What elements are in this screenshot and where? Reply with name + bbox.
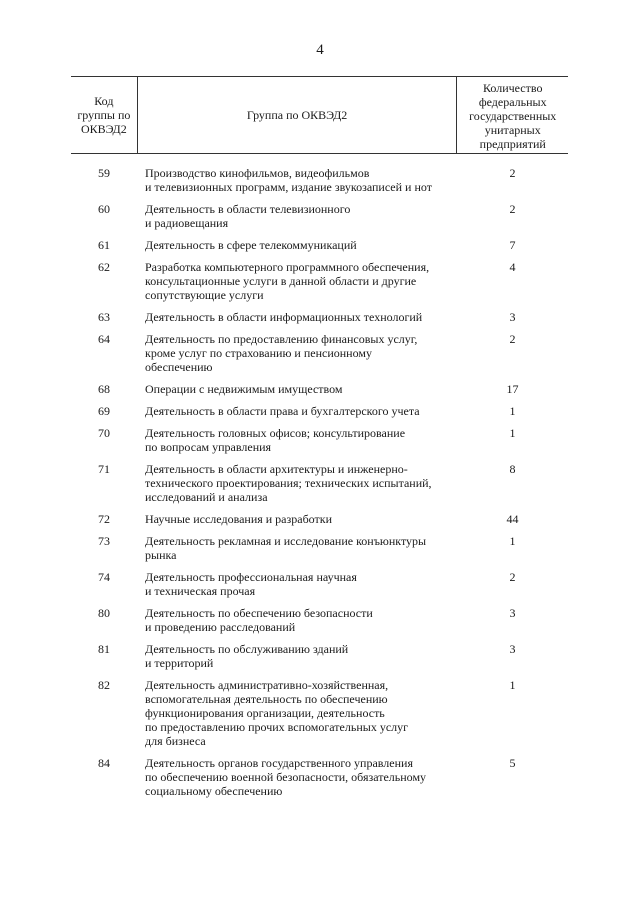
table-row — [71, 332, 568, 374]
row-count: 2 — [509, 332, 516, 346]
table-row — [71, 678, 568, 748]
table-row — [71, 382, 568, 396]
row-code: 84 — [98, 756, 110, 770]
header-code: Код группы по ОКВЭД2 — [71, 77, 138, 153]
row-name: Деятельность по предоставлению финансовых услуг, кроме услуг по страхованию и пенсионному обеспечению — [145, 332, 418, 374]
table-header — [71, 76, 568, 154]
row-count: 3 — [509, 310, 516, 324]
row-name: Деятельность в области телевизионного и радиовещания — [145, 202, 351, 230]
table-row — [71, 404, 568, 418]
table-row — [71, 642, 568, 670]
row-count: 1 — [509, 404, 516, 418]
row-code: 73 — [98, 534, 110, 548]
table-row — [71, 606, 568, 634]
row-count: 44 — [506, 512, 519, 526]
table-row — [71, 202, 568, 230]
row-name: Деятельность по обеспечению безопасности и проведению расследований — [145, 606, 373, 634]
row-count: 7 — [509, 238, 516, 252]
header-group: Группа по ОКВЭД2 — [138, 77, 458, 153]
row-code: 64 — [98, 332, 110, 346]
row-name: Деятельность головных офисов; консультирование по вопросам управления — [145, 426, 406, 454]
row-count: 3 — [509, 642, 516, 656]
row-count: 2 — [509, 166, 516, 180]
row-name: Деятельность в области права и бухгалтерского учета — [145, 404, 420, 418]
table-body — [71, 154, 568, 798]
row-count: 17 — [506, 382, 519, 396]
row-name: Производство кинофильмов, видеофильмов и телевизионных программ, издание звукозаписей и нот — [145, 166, 432, 194]
header-count: Количество федеральных государственных унитарных предприятий — [469, 81, 557, 151]
row-name: Деятельность в области архитектуры и инженерно- технического проектирования; технических испытаний, исследований и анализа — [145, 462, 432, 504]
row-code: 63 — [98, 310, 110, 324]
row-code: 69 — [98, 404, 110, 418]
row-code: 81 — [98, 642, 110, 656]
row-name: Деятельность рекламная и исследование конъюнктуры рынка — [145, 534, 427, 562]
row-code: 59 — [98, 166, 110, 180]
table-row — [71, 166, 568, 194]
row-count: 2 — [509, 570, 516, 584]
row-name: Разработка компьютерного программного обеспечения, консультационные услуги в данной области и другие сопутствующие услуги — [145, 260, 430, 302]
row-code: 68 — [98, 382, 110, 396]
okved-table — [71, 76, 568, 806]
table-row — [71, 512, 568, 526]
page-number: 4 — [316, 42, 324, 58]
row-count: 5 — [509, 756, 516, 770]
table-row — [71, 570, 568, 598]
row-code: 61 — [98, 238, 110, 252]
row-name: Научные исследования и разработки — [145, 512, 333, 526]
row-count: 1 — [509, 534, 516, 548]
row-count: 3 — [509, 606, 516, 620]
row-name: Операции с недвижимым имуществом — [145, 382, 343, 396]
table-row — [71, 462, 568, 504]
row-count: 1 — [509, 678, 516, 692]
table-row — [71, 260, 568, 302]
row-code: 60 — [98, 202, 110, 216]
table-row — [71, 238, 568, 252]
row-code: 70 — [98, 426, 110, 440]
row-code: 74 — [98, 570, 110, 584]
row-name: Деятельность в сфере телекоммуникаций — [145, 238, 357, 252]
row-name: Деятельность по обслуживанию зданий и территорий — [145, 642, 349, 670]
table-row — [71, 426, 568, 454]
table-row — [71, 310, 568, 324]
row-name: Деятельность административно-хозяйственная, вспомогательная деятельность по обеспечению функционирования организации, деятельность по предоставлению прочих вспомогательных услуг для бизнеса — [145, 678, 409, 748]
row-count: 4 — [509, 260, 516, 274]
row-count: 8 — [509, 462, 516, 476]
row-code: 72 — [98, 512, 110, 526]
row-name: Деятельность органов государственного управления по обеспечению военной безопасности, обязательному социальному обеспечению — [145, 756, 427, 798]
row-name: Деятельность в области информационных технологий — [145, 310, 423, 324]
row-code: 82 — [98, 678, 110, 692]
row-name: Деятельность профессиональная научная и техническая прочая — [145, 570, 357, 598]
table-row — [71, 756, 568, 798]
row-count: 2 — [509, 202, 516, 216]
row-code: 71 — [98, 462, 110, 476]
row-code: 80 — [98, 606, 110, 620]
row-code: 62 — [98, 260, 110, 274]
table-row — [71, 534, 568, 562]
row-count: 1 — [509, 426, 516, 440]
